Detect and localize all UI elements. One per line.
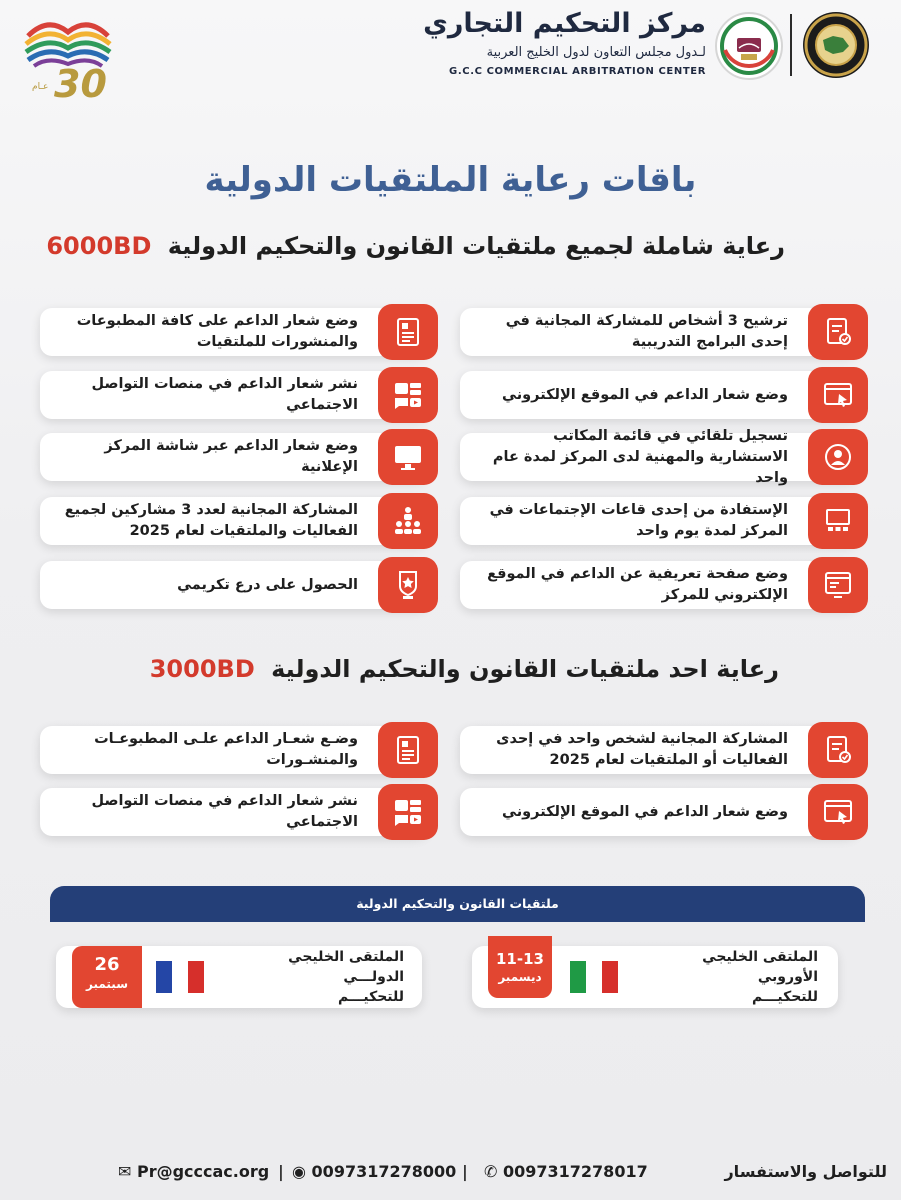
package1-benefit-card bbox=[40, 561, 428, 609]
social-media-icon bbox=[378, 784, 438, 840]
email-text: Pr@gcccac.org bbox=[136, 1162, 270, 1181]
package1-benefit-card bbox=[40, 433, 428, 481]
event-date bbox=[488, 936, 552, 998]
event-date-days: 26 bbox=[94, 954, 120, 975]
package2-title-row bbox=[150, 655, 779, 683]
event-name-line2: للتحكيـــم bbox=[338, 989, 404, 1005]
arbitration-center-logo bbox=[715, 12, 783, 80]
benefit-text: تسجيل تلقائي في قائمة المكاتب الاستشارية والمهنية لدى المركز لمدة عام واحد bbox=[492, 427, 788, 486]
flag-stripe bbox=[586, 961, 602, 993]
package1-title: رعاية شاملة لجميع ملتقيات القانون والتحكيم الدولية bbox=[167, 232, 785, 260]
benefit-text: وضع شعار الداعم في الموقع الإلكتروني bbox=[502, 386, 788, 403]
package2-benefit-card bbox=[460, 726, 858, 774]
package1-benefit-card bbox=[460, 561, 858, 609]
flag-stripe bbox=[172, 961, 188, 993]
flag-stripe bbox=[602, 961, 618, 993]
package1-benefit-card bbox=[40, 371, 428, 419]
anniversary-logo bbox=[18, 6, 118, 106]
audience-icon bbox=[378, 493, 438, 549]
benefit-text: وضع شعار الداعم على كافة المطبوعات والمنشورات للملتقيات bbox=[76, 313, 358, 350]
benefit-text: ترشيح 3 أشخاص للمشاركة المجانية في إحدى البرامج التدريبية bbox=[505, 313, 788, 350]
monitor-icon bbox=[378, 429, 438, 485]
browser-cursor-icon bbox=[808, 784, 868, 840]
flag-stripe bbox=[570, 961, 586, 993]
whatsapp-icon: ◉ bbox=[292, 1162, 306, 1181]
package2-benefit-card bbox=[460, 788, 858, 836]
event-name bbox=[224, 946, 404, 1008]
benefit-text: الإستفادة من إحدى قاعات الإجتماعات في المركز لمدة يوم واحد bbox=[489, 502, 788, 539]
document-icon bbox=[378, 304, 438, 360]
benefit-text: وضع صفحة تعريفية عن الداعم في الموقع الإلكتروني للمركز bbox=[487, 566, 788, 603]
event-date-days: 11-13 bbox=[496, 950, 544, 968]
social-media-icon bbox=[378, 367, 438, 423]
contact-phone-2[interactable] bbox=[292, 1162, 456, 1181]
events-header: ملتقيات القانون والتحكيم الدولية bbox=[50, 886, 865, 922]
phone-1-text: 0097317278017 bbox=[502, 1162, 648, 1181]
benefit-text: وضـع شعـار الداعم علـى المطبوعـات والمنشـورات bbox=[94, 731, 358, 768]
france-flag-icon bbox=[156, 961, 204, 993]
footer-separator: | bbox=[278, 1162, 284, 1181]
user-circle-icon bbox=[808, 429, 868, 485]
package1-benefit-card bbox=[460, 427, 858, 486]
package1-benefit-card bbox=[40, 308, 428, 356]
package1-benefit-card bbox=[40, 497, 428, 545]
meeting-room-icon bbox=[808, 493, 868, 549]
award-shield-icon bbox=[378, 557, 438, 613]
event-name-line1: الملتقى الخليجي الأوروبي bbox=[702, 949, 818, 985]
browser-cursor-icon bbox=[808, 367, 868, 423]
logo-divider bbox=[790, 14, 792, 76]
event-date bbox=[72, 946, 142, 1008]
flag-stripe bbox=[156, 961, 172, 993]
email-icon: ✉ bbox=[118, 1162, 132, 1181]
italy-flag-icon bbox=[570, 961, 618, 993]
package1-benefit-card bbox=[460, 371, 858, 419]
benefit-text: المشاركة المجانية لعدد 3 مشاركين لجميع الفعاليات والملتقيات لعام 2025 bbox=[64, 502, 358, 539]
certificate-icon bbox=[808, 722, 868, 778]
event-name-line1: الملتقى الخليجي الدولـــي bbox=[288, 949, 404, 985]
phone-2-text: 0097317278000 bbox=[311, 1162, 457, 1181]
footer-separator: | bbox=[462, 1162, 468, 1181]
org-name-en: G.C.C COMMERCIAL ARBITRATION CENTER bbox=[449, 66, 706, 77]
contact-phone-1[interactable] bbox=[484, 1162, 648, 1181]
event-name bbox=[648, 946, 818, 1008]
benefit-text: المشاركة المجانية لشخص واحد في إحدى الفعاليات أو الملتقيات لعام 2025 bbox=[496, 731, 788, 768]
benefit-text: وضع شعار الداعم في الموقع الإلكتروني bbox=[502, 803, 788, 820]
package1-benefit-card bbox=[460, 497, 858, 545]
org-name-ar: مركز التحكيم التجاري bbox=[423, 8, 706, 39]
event-card bbox=[472, 946, 838, 1008]
package1-price: 6000BD bbox=[46, 232, 152, 260]
web-page-icon bbox=[808, 557, 868, 613]
package2-price: 3000BD bbox=[149, 655, 255, 683]
certificate-icon bbox=[808, 304, 868, 360]
event-name-line2: للتحكيـــم bbox=[752, 989, 818, 1005]
page-title: باقات رعاية الملتقيات الدولية bbox=[204, 160, 697, 200]
anniversary-word: عـام bbox=[32, 82, 49, 92]
document-icon bbox=[378, 722, 438, 778]
benefit-text: نشر شعار الداعم في منصات التواصل الاجتماعي bbox=[91, 793, 358, 830]
org-subtitle-ar: لـدول مجلس التعاون لدول الخليج العربية bbox=[486, 45, 706, 60]
event-date-month: سبتمبر bbox=[85, 977, 128, 991]
flag-stripe bbox=[188, 961, 204, 993]
event-card bbox=[56, 946, 422, 1008]
package1-title-row bbox=[46, 232, 785, 260]
package2-title: رعاية احد ملتقيات القانون والتحكيم الدولية bbox=[271, 655, 779, 683]
package2-benefit-card bbox=[40, 726, 428, 774]
benefit-text: الحصول على درع تكريمي bbox=[177, 576, 358, 593]
benefit-text: وضع شعار الداعم عبر شاشة المركز الإعلانية bbox=[104, 438, 358, 475]
phone-icon: ✆ bbox=[484, 1162, 498, 1181]
package2-benefit-card bbox=[40, 788, 428, 836]
package1-benefit-card bbox=[460, 308, 858, 356]
anniversary-number: 30 bbox=[54, 62, 107, 106]
contact-email[interactable] bbox=[118, 1162, 269, 1181]
event-date-month: ديسمبر bbox=[498, 970, 542, 984]
gcc-emblem bbox=[803, 12, 869, 78]
benefit-text: نشر شعار الداعم في منصات التواصل الاجتماعي bbox=[91, 376, 358, 413]
contact-label: للتواصل والاستفسار bbox=[724, 1162, 887, 1181]
